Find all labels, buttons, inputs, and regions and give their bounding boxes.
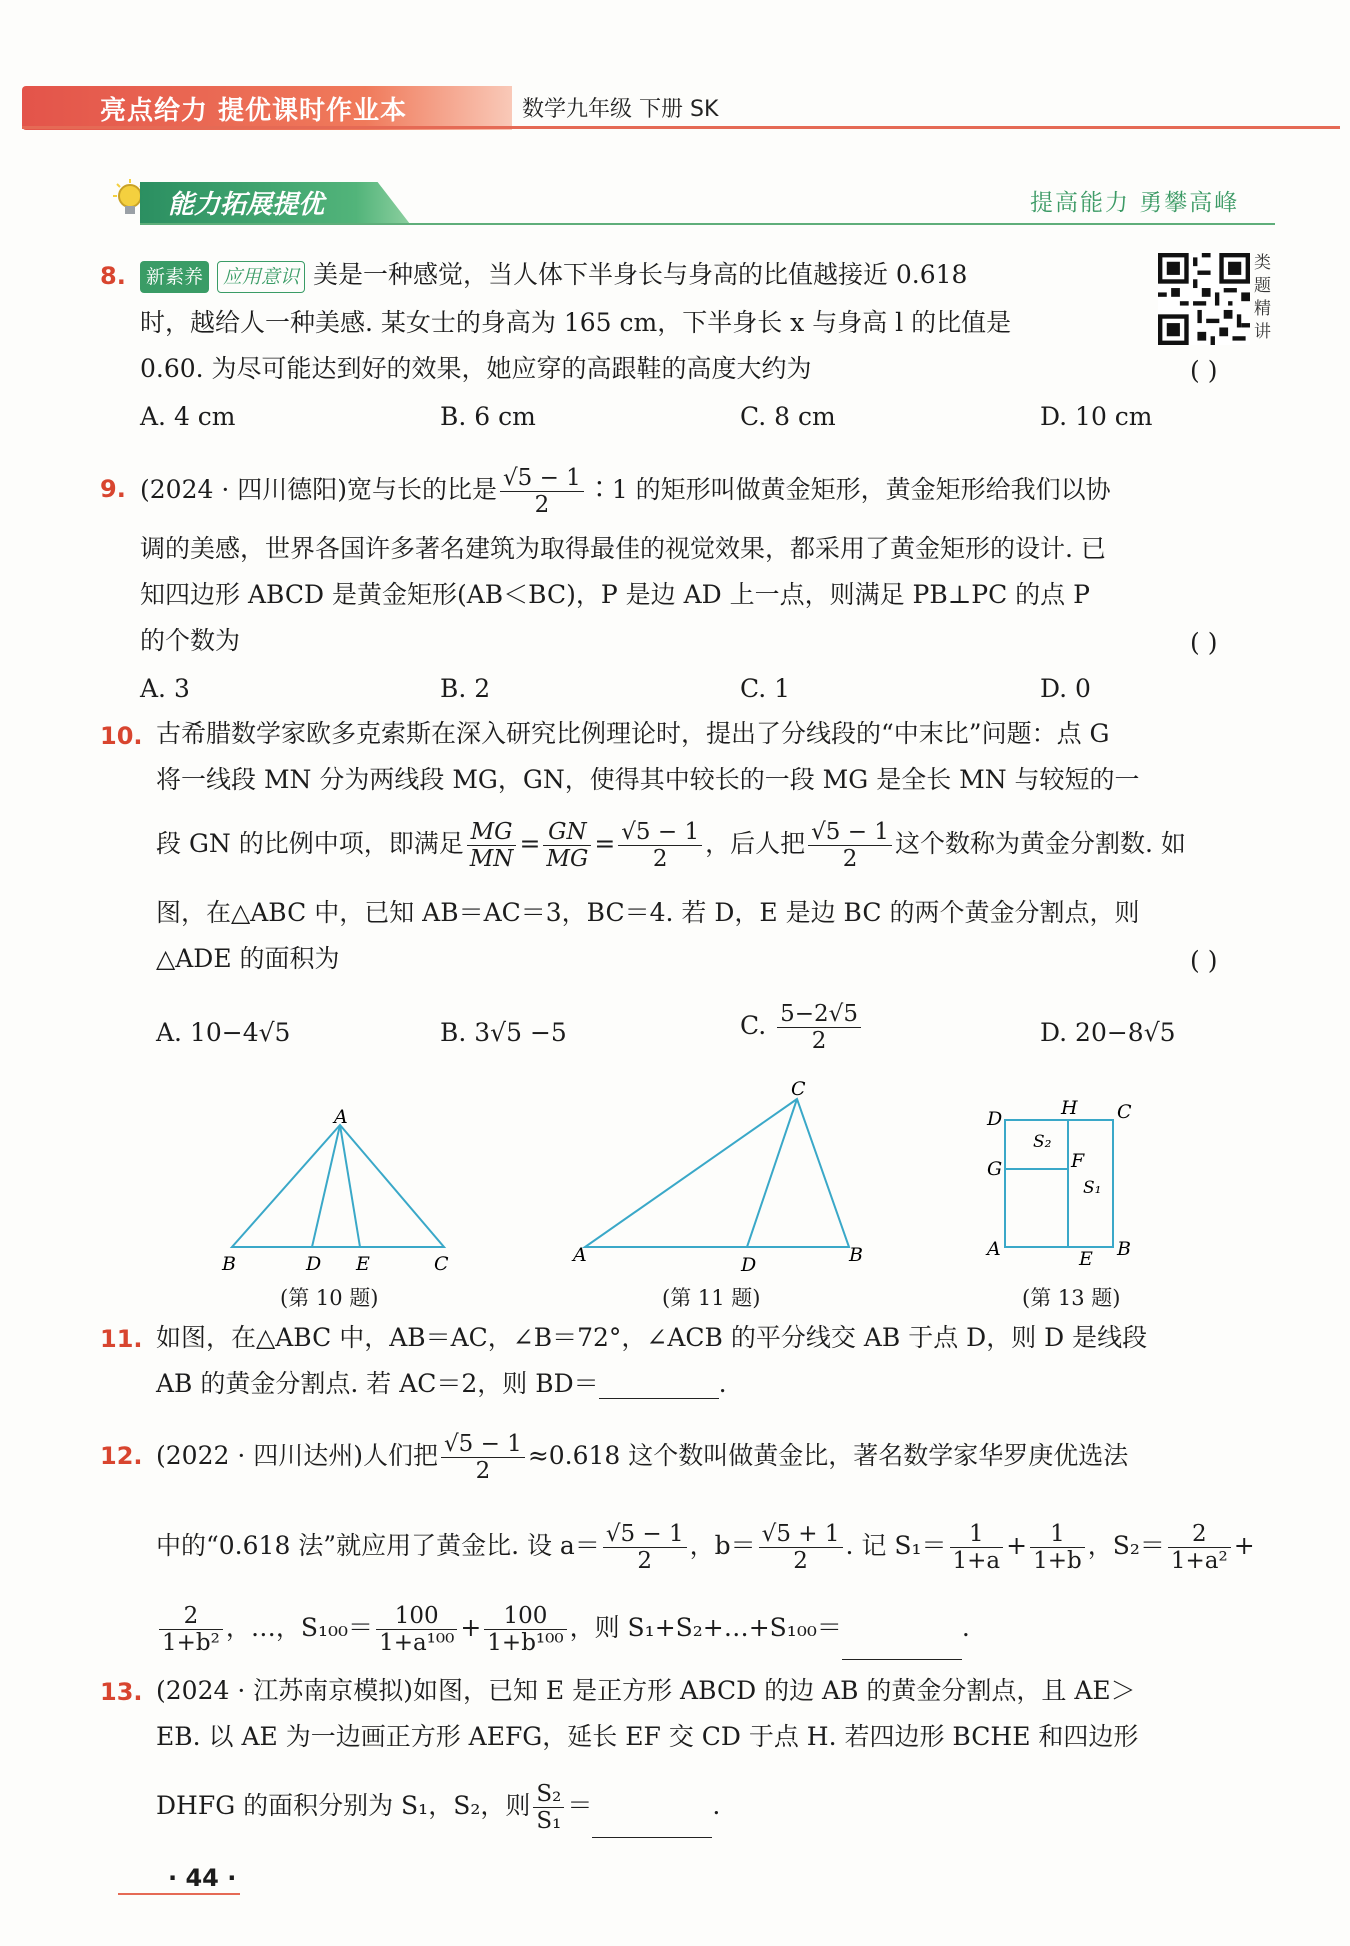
section-title: 能力拓展提优 bbox=[168, 190, 325, 220]
question-number: 9. bbox=[100, 475, 126, 503]
question-number: 12. bbox=[100, 1442, 143, 1470]
option-c[interactable]: C. 8 cm bbox=[740, 402, 836, 431]
svg-text:S₂: S₂ bbox=[1033, 1132, 1052, 1152]
tag-new-literacy: 新素养 bbox=[140, 261, 209, 293]
q9-line2: 调的美感，世界各国许多著名建筑为取得最佳的视觉效果，都采用了黄金矩形的设计. 已 bbox=[140, 534, 1106, 563]
question-number: 10. bbox=[100, 722, 143, 750]
series-title: 亮点给力 提优课时作业本 bbox=[100, 96, 408, 126]
tag-application: 应用意识 bbox=[217, 261, 305, 293]
svg-text:B: B bbox=[849, 1244, 863, 1266]
svg-text:C: C bbox=[791, 1078, 806, 1100]
svg-text:C: C bbox=[434, 1253, 449, 1275]
answer-paren[interactable]: ( ) bbox=[1190, 946, 1218, 975]
q13-line3: DHFG 的面积分别为 S₁，S₂，则 $\frac{\text{S₂}}{\text{S₁}}$ ＝ . bbox=[156, 1774, 720, 1838]
q10-line2: 将一线段 MN 分为两线段 MG，GN，使得其中较长的一段 MG 是全长 MN 与较短的一 bbox=[156, 765, 1140, 794]
header-divider bbox=[22, 126, 1340, 129]
q13-line2: EB. 以 AE 为一边画正方形 AEFG，延长 EF 交 CD 于点 H. 若四边形 BCHE 和四边形 bbox=[156, 1722, 1139, 1751]
question-number: 8. bbox=[100, 262, 126, 290]
option-a[interactable]: A. 4 cm bbox=[140, 402, 236, 431]
question-number: 11. bbox=[100, 1325, 143, 1353]
option-a[interactable]: A. 3 bbox=[140, 674, 190, 703]
q10-line3: 段 GN 的比例中项，即满足 $\frac{MG}{MN}$ = $\frac{GN}{MG}$ = $\frac{√5 - 1}{2}$ ，后人把 $\frac{√5 - 1}{2}$ 这个数称为黄金分割数. 如 bbox=[156, 819, 1186, 872]
option-d[interactable]: D. 0 bbox=[1040, 674, 1091, 703]
qr-code-icon[interactable] bbox=[1158, 253, 1250, 345]
q8-line2: 时，越给人一种美感. 某女士的身高为 165 cm，下半身长 x 与身高 l 的比值是 bbox=[140, 308, 1012, 337]
option-d[interactable]: D. 10 cm bbox=[1040, 402, 1153, 431]
q9-line1: (2024 · 四川德阳)宽与长的比是 $\frac{√5 - 1}{2}$ ∶1 的矩形叫做黄金矩形，黄金矩形给我们以协 bbox=[140, 465, 1111, 518]
svg-text:G: G bbox=[987, 1158, 1003, 1180]
svg-text:E: E bbox=[1079, 1248, 1093, 1270]
svg-text:E: E bbox=[356, 1253, 370, 1275]
q8-line3: 0.60. 为尽可能达到好的效果，她应穿的高跟鞋的高度大约为 bbox=[140, 354, 812, 383]
answer-blank[interactable] bbox=[842, 1637, 962, 1660]
book-info: 数学九年级 下册 SK bbox=[522, 97, 719, 122]
svg-text:D: D bbox=[741, 1254, 757, 1276]
svg-text:D: D bbox=[306, 1253, 322, 1275]
qr-label: 类题精讲 bbox=[1254, 253, 1271, 342]
option-c[interactable]: C. 1 bbox=[740, 674, 791, 703]
figure-caption: (第 11 题) bbox=[662, 1286, 761, 1310]
svg-text:F: F bbox=[1071, 1150, 1085, 1172]
option-b[interactable]: B. 3√5 −5 bbox=[440, 1018, 567, 1047]
svg-text:H: H bbox=[1061, 1097, 1078, 1119]
svg-text:C: C bbox=[1117, 1101, 1132, 1123]
q9-line4: 的个数为 bbox=[140, 626, 241, 655]
q9-line3: 知四边形 ABCD 是黄金矩形(AB＜BC)，P 是边 AD 上一点，则满足 PB⊥PC 的点 P bbox=[140, 580, 1090, 609]
svg-text:A: A bbox=[987, 1238, 1001, 1260]
q12-line1: (2022 · 四川达州)人们把 $\frac{√5 - 1}{2}$ ≈0.618 这个数叫做黄金比，著名数学家华罗庚优选法 bbox=[156, 1431, 1129, 1484]
page-number: · 44 · bbox=[168, 1864, 237, 1892]
answer-paren[interactable]: ( ) bbox=[1190, 628, 1218, 657]
q12-line2: 中的“0.618 法”就应用了黄金比. 设 a＝ $\frac{√5 - 1}{2}$ ，b＝ $\frac{√5 + 1}{2}$ . 记 S₁＝ $\frac{1}{1+a}$ + $\frac{1}{1+b}$ ，S₂＝ $\frac{2}{\text{1+a²}}$ + bbox=[156, 1521, 1255, 1574]
option-b[interactable]: B. 6 cm bbox=[440, 402, 536, 431]
answer-blank[interactable] bbox=[599, 1376, 719, 1399]
figure-q10 bbox=[210, 1105, 470, 1285]
answer-blank[interactable] bbox=[592, 1815, 712, 1838]
q13-line1: (2024 · 江苏南京模拟)如图，已知 E 是正方形 ABCD 的边 AB 的黄金分割点，且 AE＞ bbox=[156, 1676, 1136, 1705]
figure-caption: (第 10 题) bbox=[280, 1286, 379, 1310]
q11-line1: 如图，在△ABC 中，AB＝AC，∠B＝72°，∠ACB 的平分线交 AB 于点 D，则 D 是线段 bbox=[156, 1323, 1148, 1352]
option-a[interactable]: A. 10−4√5 bbox=[156, 1018, 291, 1047]
q8-line1: 新素养 应用意识 美是一种感觉，当人体下半身长与身高的比值越接近 0.618 bbox=[140, 260, 967, 293]
q10-line4: 图，在△ABC 中，已知 AB＝AC＝3，BC＝4. 若 D，E 是边 BC 的两个黄金分割点，则 bbox=[156, 898, 1140, 927]
svg-text:S₁: S₁ bbox=[1083, 1178, 1102, 1198]
section-divider bbox=[140, 223, 1275, 225]
fraction: $\frac{√5 - 1}{2}$ bbox=[500, 465, 584, 518]
answer-paren[interactable]: ( ) bbox=[1190, 356, 1218, 385]
svg-text:B: B bbox=[222, 1253, 236, 1275]
figure-q11 bbox=[565, 1075, 875, 1285]
figure-caption: (第 13 题) bbox=[1022, 1286, 1121, 1310]
svg-text:A: A bbox=[573, 1244, 587, 1266]
section-slogan: 提高能力 勇攀高峰 bbox=[1030, 190, 1240, 216]
question-number: 13. bbox=[100, 1678, 143, 1706]
svg-text:A: A bbox=[334, 1106, 348, 1128]
option-c[interactable]: C. $\frac{5-2√5}{2}$ bbox=[740, 994, 864, 1058]
q10-line5: △ADE 的面积为 bbox=[156, 944, 340, 973]
option-b[interactable]: B. 2 bbox=[440, 674, 491, 703]
option-d[interactable]: D. 20−8√5 bbox=[1040, 1018, 1176, 1047]
figure-q13 bbox=[975, 1095, 1175, 1275]
svg-text:D: D bbox=[987, 1108, 1003, 1130]
q10-line1: 古希腊数学家欧多克索斯在深入研究比例理论时，提出了分线段的“中末比”问题：点 G bbox=[156, 719, 1110, 748]
page-number-underline bbox=[118, 1893, 240, 1895]
svg-text:B: B bbox=[1117, 1238, 1131, 1260]
q12-line3: $\frac{2}{\text{1+b²}}$ ，…，S₁₀₀＝ $\frac{100}{\text{1+a¹⁰⁰}}$ + $\frac{100}{\text{1+b¹⁰⁰}}$ ，则 S₁+S₂+…+S₁₀₀＝ . bbox=[156, 1596, 970, 1660]
q11-line2: AB 的黄金分割点. 若 AC＝2，则 BD＝ . bbox=[156, 1369, 727, 1398]
